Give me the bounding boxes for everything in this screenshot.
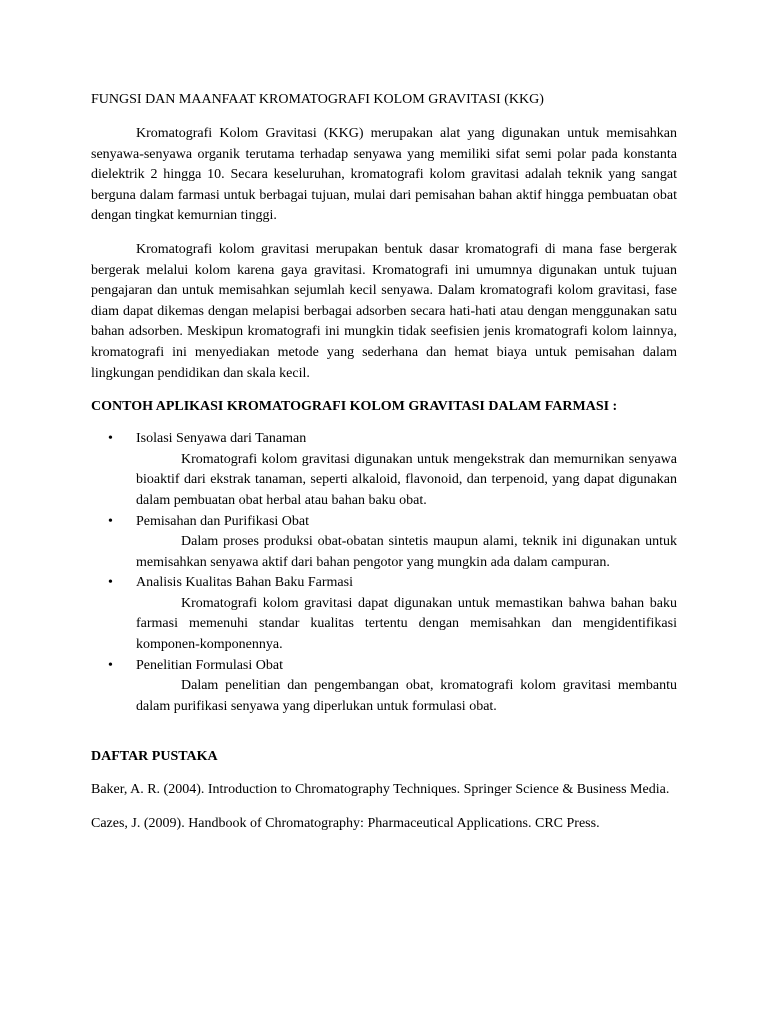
list-item-title: Isolasi Senyawa dari Tanaman <box>136 431 307 447</box>
list-item-description: Kromatografi kolom gravitasi dapat digunakan untuk memastikan bahwa bahan baku farmasi memenuhi standar kualitas tertentu dengan memisahkan dan mengidentifikasi komponen-komponennya. <box>136 595 677 653</box>
list-item <box>91 573 677 655</box>
list-item <box>91 656 677 718</box>
bullet-icon: • <box>108 431 113 447</box>
bullet-icon: • <box>108 575 113 591</box>
applications-heading: CONTOH APLIKASI KROMATOGRAFI KOLOM GRAVITASI DALAM FARMASI : <box>91 399 618 415</box>
gravity-column-paragraph: Kromatografi kolom gravitasi merupakan bentuk dasar kromatografi di mana fase bergerak bergerak melalui kolom karena gaya gravitasi. Kromatografi ini umumnya digunakan untuk tujuan pengajaran dan untuk memisahkan sejumlah kecil senyawa. Dalam kromatografi kolom gravitasi, fase diam dapat dikemas dengan melapisi berbagai adsorben secara hati-hati atau dengan menggunakan satu bahan adsorben. Meskipun kromatografi ini mungkin tidak seefisien jenis kromatografi kolom lainnya, kromatografi ini menyediakan metode yang sederhana dan hemat biaya untuk pemisahan dalam lingkungan pendidikan dan skala kecil. <box>91 241 677 381</box>
applications-list <box>91 429 677 717</box>
list-item-title: Penelitian Formulasi Obat <box>136 657 283 673</box>
document-page <box>91 90 677 848</box>
list-item <box>91 512 677 574</box>
list-item-description: Kromatografi kolom gravitasi digunakan untuk mengekstrak dan memurnikan senyawa bioaktif dari ekstrak tanaman, seperti alkaloid, flavonoid, dan terpenoid, yang dapat digunakan dalam pembuatan obat herbal atau bahan baku obat. <box>136 451 677 508</box>
reference-entry: Cazes, J. (2009). Handbook of Chromatography: Pharmaceutical Applications. CRC Press. <box>91 816 600 832</box>
reference-entry: Baker, A. R. (2004). Introduction to Chromatography Techniques. Springer Science & Business Media. <box>91 782 670 798</box>
intro-paragraph: Kromatografi Kolom Gravitasi (KKG) merupakan alat yang digunakan untuk memisahkan senyawa-senyawa organik terutama terhadap senyawa yang memiliki sifat semi polar pada konstanta dielektrik 2 hingga 10. Secara keseluruhan, kromatografi kolom gravitasi adalah teknik yang sangat berguna dalam farmasi untuk berbagai tujuan, mulai dari pemisahan bahan aktif hingga pembuatan obat dengan tingkat kemurnian tinggi. <box>91 126 677 224</box>
bullet-icon: • <box>108 657 113 673</box>
list-item <box>91 429 677 511</box>
list-item-title: Analisis Kualitas Bahan Baku Farmasi <box>136 575 353 591</box>
list-item-title: Pemisahan dan Purifikasi Obat <box>136 513 310 529</box>
document-title: FUNGSI DAN MAANFAAT KROMATOGRAFI KOLOM GRAVITASI (KKG) <box>91 92 544 107</box>
references-heading: DAFTAR PUSTAKA <box>91 749 218 765</box>
list-item-description: Dalam penelitian dan pengembangan obat, kromatografi kolom gravitasi membantu dalam purifikasi senyawa yang diperlukan untuk formulasi obat. <box>136 678 677 714</box>
bullet-icon: • <box>108 513 113 529</box>
list-item-description: Dalam proses produksi obat-obatan sintetis maupun alami, teknik ini digunakan untuk memisahkan senyawa aktif dari bahan pengotor yang mungkin ada dalam campuran. <box>136 534 677 570</box>
